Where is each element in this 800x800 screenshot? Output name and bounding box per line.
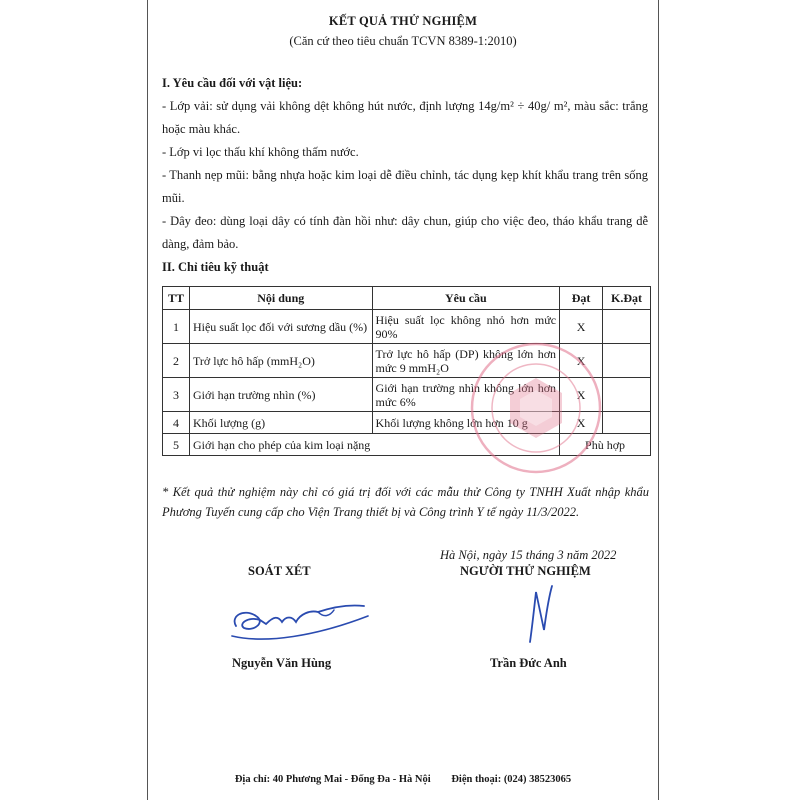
document-page: [147, 0, 659, 800]
row-requirement: Hiệu suất lọc không nhỏ hơn mức 90%: [372, 310, 560, 344]
row-content: Trở lực hô hấp (mmH₂O): [189, 344, 372, 378]
tester-signature: [522, 580, 558, 650]
reviewer-signature: [226, 586, 376, 646]
document-subtitle: (Căn cứ theo tiêu chuẩn TCVN 8389-1:2010): [289, 34, 517, 48]
row-fail: [603, 412, 651, 434]
row-pass: X: [560, 310, 603, 344]
row-fail: [603, 378, 651, 412]
reviewer-title: SOÁT XÉT: [248, 564, 311, 578]
reviewer-name: Nguyễn Văn Hùng: [232, 656, 332, 670]
row-number: 3: [163, 378, 190, 412]
tester-title: NGƯỜI THỬ NGHIỆM: [460, 564, 591, 578]
header-cell: Nội dung: [189, 287, 372, 310]
section-materials: [162, 72, 648, 279]
row-content: Hiệu suất lọc đối với sương dầu (%): [189, 310, 372, 344]
material-item-nose-clip: - Thanh nẹp mũi: bằng nhựa hoặc kim loại dễ điều chỉnh, tác dụng kẹp khít khẩu trang trên sống mũi.: [162, 168, 648, 205]
row-pass: X: [560, 378, 603, 412]
row-number: 4: [163, 412, 190, 434]
header-cell: Đạt: [560, 287, 603, 310]
document-footer: [148, 774, 658, 785]
footer-address: Địa chỉ: 40 Phương Mai - Đống Đa - Hà Nội: [234, 774, 431, 785]
institute-stamp: [468, 340, 604, 476]
material-item-strap: - Dây đeo: dùng loại dây có tính đàn hồi như: dây chun, giúp cho việc đeo, tháo khẩu trang dễ dàng, đảm bảo.: [162, 214, 648, 251]
row-pass: Phù hợp: [560, 434, 651, 456]
row-number: 5: [163, 434, 190, 456]
row-content: Giới hạn cho phép của kim loại nặng: [189, 434, 559, 456]
section-materials-heading: I. Yêu cầu đối với vật liệu:: [162, 76, 303, 90]
material-item-filter: - Lớp vi lọc thấu khí không thấm nước.: [162, 145, 359, 159]
row-content: Khối lượng (g): [189, 412, 372, 434]
row-number: 2: [163, 344, 190, 378]
row-requirement: Trở lực hô hấp (DP) không lớn hơn mức 9 mmH₂O: [372, 344, 560, 378]
row-requirement: Giới hạn trường nhìn không lớn hơn mức 6%: [372, 378, 560, 412]
row-number: 1: [163, 310, 190, 344]
row-pass: X: [560, 412, 603, 434]
header-cell: TT: [163, 287, 190, 310]
test-note: * Kết quả thử nghiệm này chỉ có giá trị đối với các mẫu thử Công ty TNHH Xuất nhập khẩu Phương Tuyến cung cấp cho Viện Trang thiết bị và Công trình Y tế ngày 11/3/2022.: [162, 485, 649, 519]
row-requirement: Khối lượng không lớn hơn 10 g: [372, 412, 560, 434]
header-cell: K.Đạt: [603, 287, 651, 310]
row-content: Giới hạn trường nhìn (%): [189, 378, 372, 412]
row-pass: X: [560, 344, 603, 378]
row-fail: [603, 344, 651, 378]
header-cell: Yêu cầu: [372, 287, 560, 310]
table-row: [163, 310, 651, 344]
signing-date: Hà Nội, ngày 15 tháng 3 năm 2022: [440, 548, 617, 562]
document-title: KẾT QUẢ THỬ NGHIỆM: [328, 14, 478, 28]
material-item-fabric: - Lớp vải: sử dụng vải không dệt không hút nước, định lượng 14g/m² ÷ 40g/ m², màu sắc: trắng hoặc màu khác.: [162, 99, 648, 136]
tester-name: Trần Đức Anh: [490, 656, 567, 670]
section-specs-heading: II. Chỉ tiêu kỹ thuật: [162, 260, 269, 274]
spec-table-header: [163, 287, 651, 310]
footer-phone: Điện thoại: (024) 38523065: [451, 774, 572, 785]
row-fail: [603, 310, 651, 344]
